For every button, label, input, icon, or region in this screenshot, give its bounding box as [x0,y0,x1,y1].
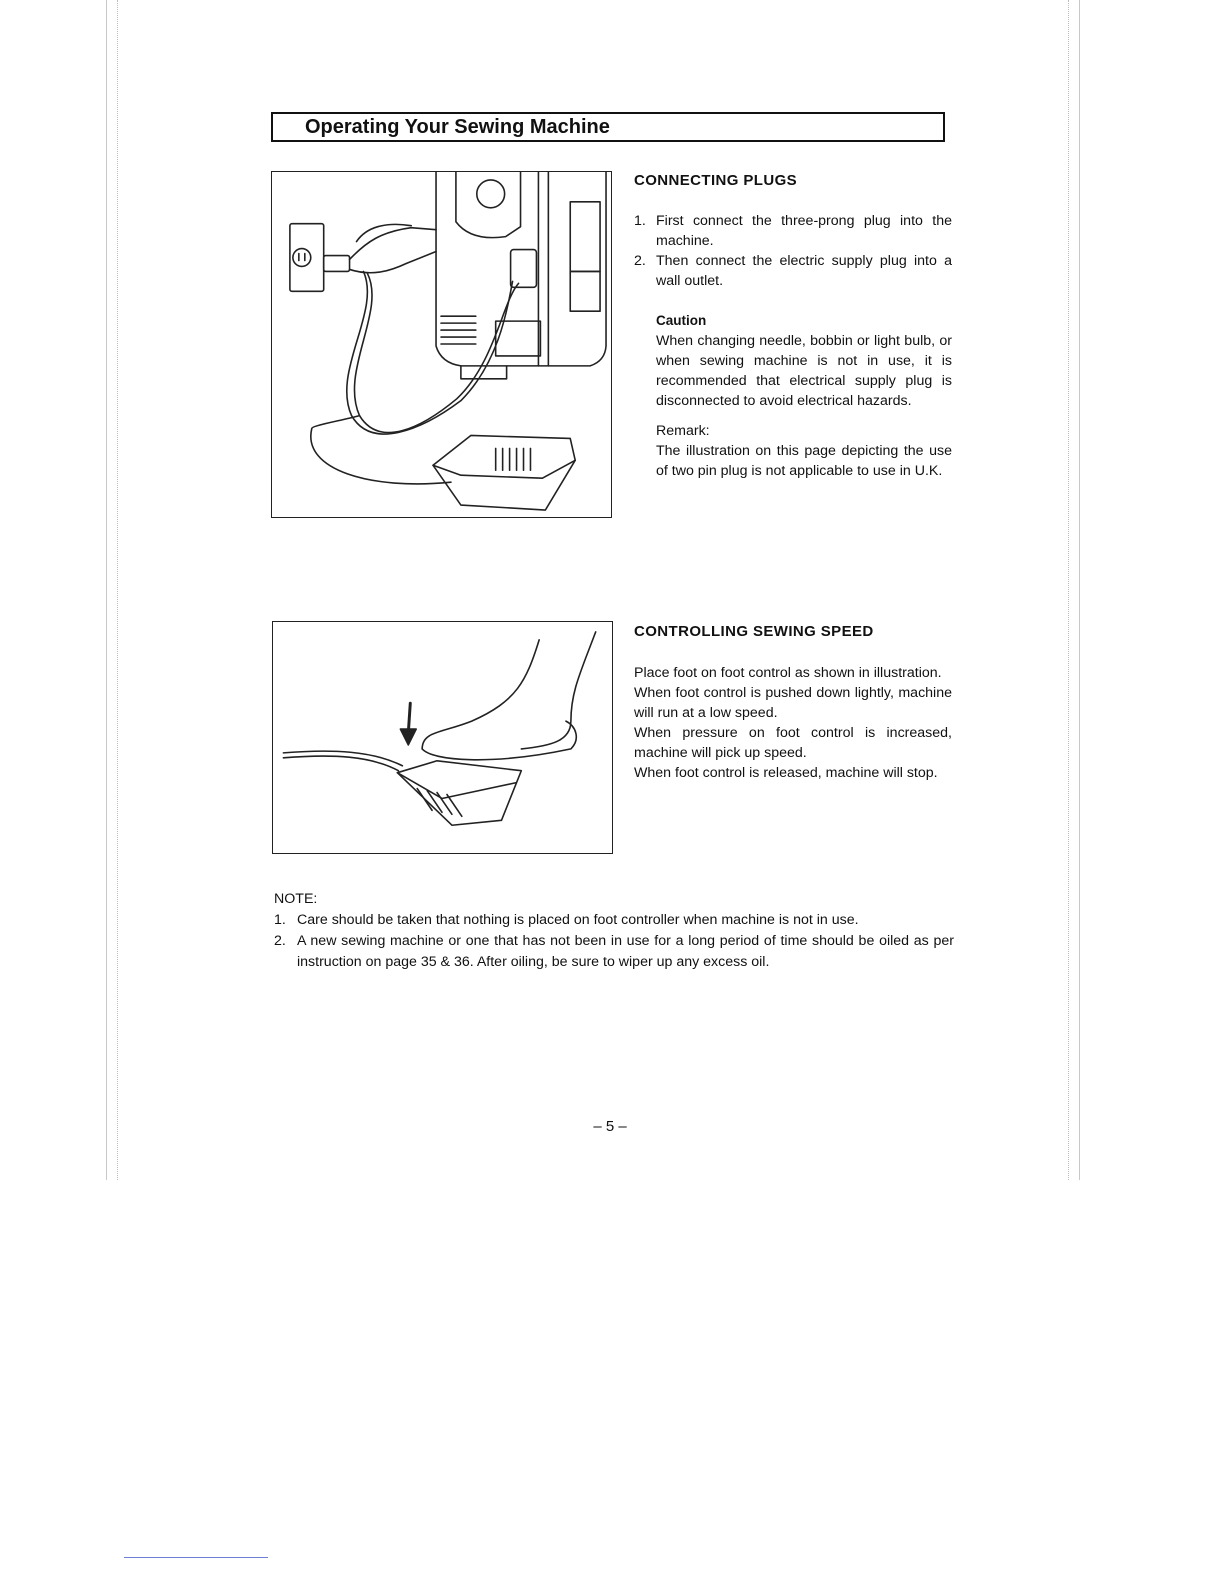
caution-title: Caution [656,313,707,328]
wall-outlet [290,224,324,292]
pedal [397,761,521,825]
cord [283,751,402,771]
connecting-plugs-illustration [271,171,612,518]
speed-line: When foot control is pushed down lightly, machine will run at a low speed. [634,685,952,721]
sewing-machine-body [436,172,606,379]
note-section [274,889,954,973]
connecting-plugs-section [634,171,952,481]
speed-line: When pressure on foot control is increased, machine will pick up speed. [634,725,952,761]
power-cords [311,271,519,483]
step-item: 1. First connect the three-prong plug into the machine. [634,213,952,249]
note-item: 1. Care should be taken that nothing is placed on foot controller when machine is not in use. [274,912,859,928]
speed-line: When foot control is released, machine will stop. [634,765,938,781]
page-title: Operating Your Sewing Machine [271,112,945,142]
connecting-plugs-heading: CONNECTING PLUGS [634,172,798,189]
vent-grille [441,316,476,344]
sewing-speed-text [634,663,952,783]
down-arrow-icon [400,703,416,745]
sewing-speed-section [634,622,952,783]
connecting-steps [634,211,952,291]
note-title: NOTE: [274,891,318,907]
hand-with-plug [324,224,436,272]
foot-control [433,435,575,510]
remark-text: The illustration on this page depicting the use of two pin plug is not applicable to use in U.K. [656,443,952,479]
sewing-speed-heading: CONTROLLING SEWING SPEED [634,623,874,640]
speed-line: Place foot on foot control as shown in illustration. [634,665,942,681]
bottom-rule [124,1557,268,1558]
note-item: 2. A new sewing machine or one that has not been in use for a long period of time should be oiled as per instruction on page 35 & 36. After oiling, be sure to wiper up any excess oil. [274,933,954,970]
caution-block [656,311,952,411]
foot [422,632,595,760]
foot-control-illustration [272,621,613,854]
scan-edge-right [1068,0,1080,1180]
remark-block [656,421,952,481]
remark-title: Remark: [656,423,710,439]
scan-edge-left [106,0,118,1180]
step-item: 2. Then connect the electric supply plug into a wall outlet. [634,253,952,289]
caution-text: When changing needle, bobbin or light bulb, or when sewing machine is not in use, it is recommended that electrical supply plug is disconnected to avoid electrical hazards. [656,333,952,409]
page-number: – 5 – [593,1118,627,1135]
